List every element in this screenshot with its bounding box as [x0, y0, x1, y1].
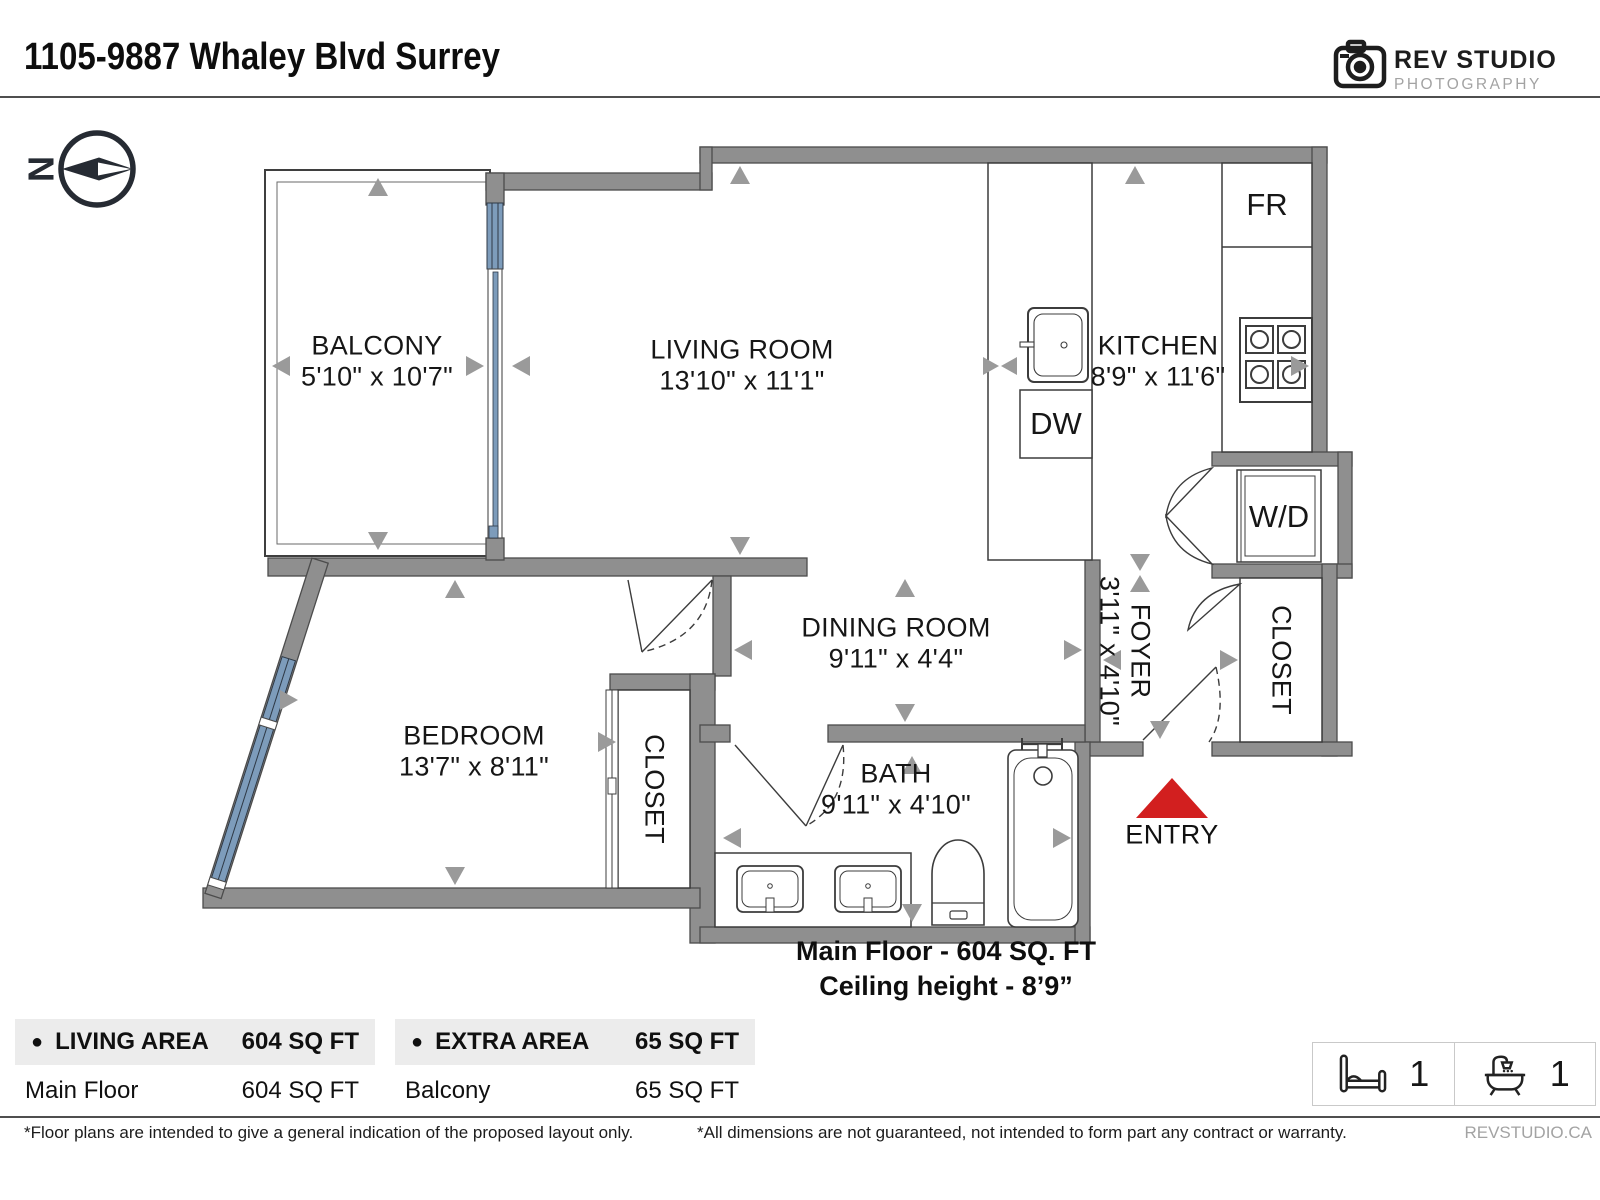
- room-label-bedroom-closet: [638, 734, 669, 844]
- page-title: 1105-9887 Whaley Blvd Surrey: [24, 36, 500, 78]
- vanity-sink-icon: [835, 866, 901, 912]
- extra-area-header: [395, 1019, 755, 1065]
- bed-count: 1: [1409, 1053, 1430, 1094]
- room-name: KITCHEN: [1097, 330, 1219, 361]
- extra-area-label: EXTRA AREA: [435, 1028, 590, 1055]
- entry-arrow: [1136, 778, 1208, 818]
- living-area-header: [15, 1019, 375, 1065]
- bullet-icon: ●: [31, 1030, 44, 1053]
- toilet-icon: [932, 840, 984, 925]
- room-label-bedroom: [399, 721, 549, 784]
- living-area-row: [15, 1074, 375, 1108]
- room-dims: 13'10" x 11'1": [659, 366, 825, 396]
- bed-bath-counts: [1312, 1042, 1596, 1106]
- room-label-bath: [821, 759, 971, 822]
- bedroom-window-wall: [205, 558, 328, 899]
- room-name: CLOSET: [639, 734, 670, 844]
- kitchen-island: [988, 163, 1092, 560]
- logo-sub-text: PHOTOGRAPHY: [1394, 76, 1542, 93]
- balcony-slider-window: [487, 203, 503, 538]
- room-name: CLOSET: [1266, 605, 1297, 715]
- extra-area-value: 65 SQ FT: [634, 1028, 739, 1055]
- logo-name-text: REV STUDIO: [1394, 46, 1557, 74]
- room-name: FOYER: [1125, 603, 1156, 699]
- bath-count: 1: [1549, 1053, 1570, 1094]
- floor-summary-line1: Main Floor - 604 SQ. FT: [795, 936, 1097, 966]
- room-name: BEDROOM: [403, 720, 545, 751]
- bath-count-cell: [1454, 1043, 1596, 1105]
- extra-area-row: [395, 1074, 755, 1108]
- entry-label: ENTRY: [1125, 819, 1219, 850]
- vanity-sink-icon: [737, 866, 803, 912]
- floor-summary-line2: Ceiling height - 8’9”: [819, 971, 1073, 1002]
- room-label-dining: [801, 613, 990, 676]
- room-dims: 13'7" x 8'11": [399, 752, 549, 782]
- room-label-entry-closet: [1265, 605, 1296, 715]
- bullet-icon: ●: [411, 1030, 424, 1053]
- bed-count-cell: [1313, 1043, 1454, 1105]
- fridge-label: FR: [1246, 187, 1288, 222]
- room-dims: 8'9" x 11'6": [1090, 362, 1226, 392]
- footer-disclaimer-center: *All dimensions are not guaranteed, not intended to form part any contract or warranty.: [697, 1123, 1347, 1142]
- living-area-value: 604 SQ FT: [241, 1028, 359, 1055]
- row-label: Main Floor: [25, 1077, 139, 1104]
- dishwasher-label: DW: [1030, 406, 1082, 441]
- bed-icon: [1337, 1051, 1389, 1097]
- room-label-kitchen: [1091, 331, 1226, 394]
- room-label-foyer: [1093, 576, 1156, 726]
- room-name: LIVING ROOM: [650, 334, 834, 365]
- bathtub-icon: [1008, 738, 1078, 927]
- footer-site-link: REVSTUDIO.CA: [1464, 1123, 1592, 1142]
- room-name: BATH: [860, 758, 932, 789]
- room-dims: 3'11" x 4'10": [1094, 576, 1124, 726]
- room-dims: 9'11" x 4'4": [828, 644, 964, 674]
- bath-icon: [1480, 1050, 1530, 1098]
- compass-north-letter: N: [20, 156, 62, 182]
- sink-tap-icon: [1020, 342, 1034, 347]
- room-dims: 9'11" x 4'10": [821, 790, 971, 820]
- footer-disclaimer-left: *Floor plans are intended to give a general indication of the proposed layout only.: [24, 1123, 634, 1142]
- living-area-label: LIVING AREA: [55, 1028, 209, 1055]
- row-value: 65 SQ FT: [634, 1077, 739, 1104]
- floor-summary: [796, 934, 1096, 1004]
- room-label-living: [650, 335, 833, 398]
- row-label: Balcony: [405, 1077, 491, 1104]
- row-value: 604 SQ FT: [241, 1077, 359, 1104]
- room-name: DINING ROOM: [801, 612, 991, 643]
- room-name: BALCONY: [311, 330, 443, 361]
- footer-divider: [0, 1116, 1600, 1118]
- washer-dryer-label: W/D: [1248, 499, 1310, 534]
- room-label-balcony: [301, 331, 453, 394]
- room-dims: 5'10" x 10'7": [301, 362, 453, 392]
